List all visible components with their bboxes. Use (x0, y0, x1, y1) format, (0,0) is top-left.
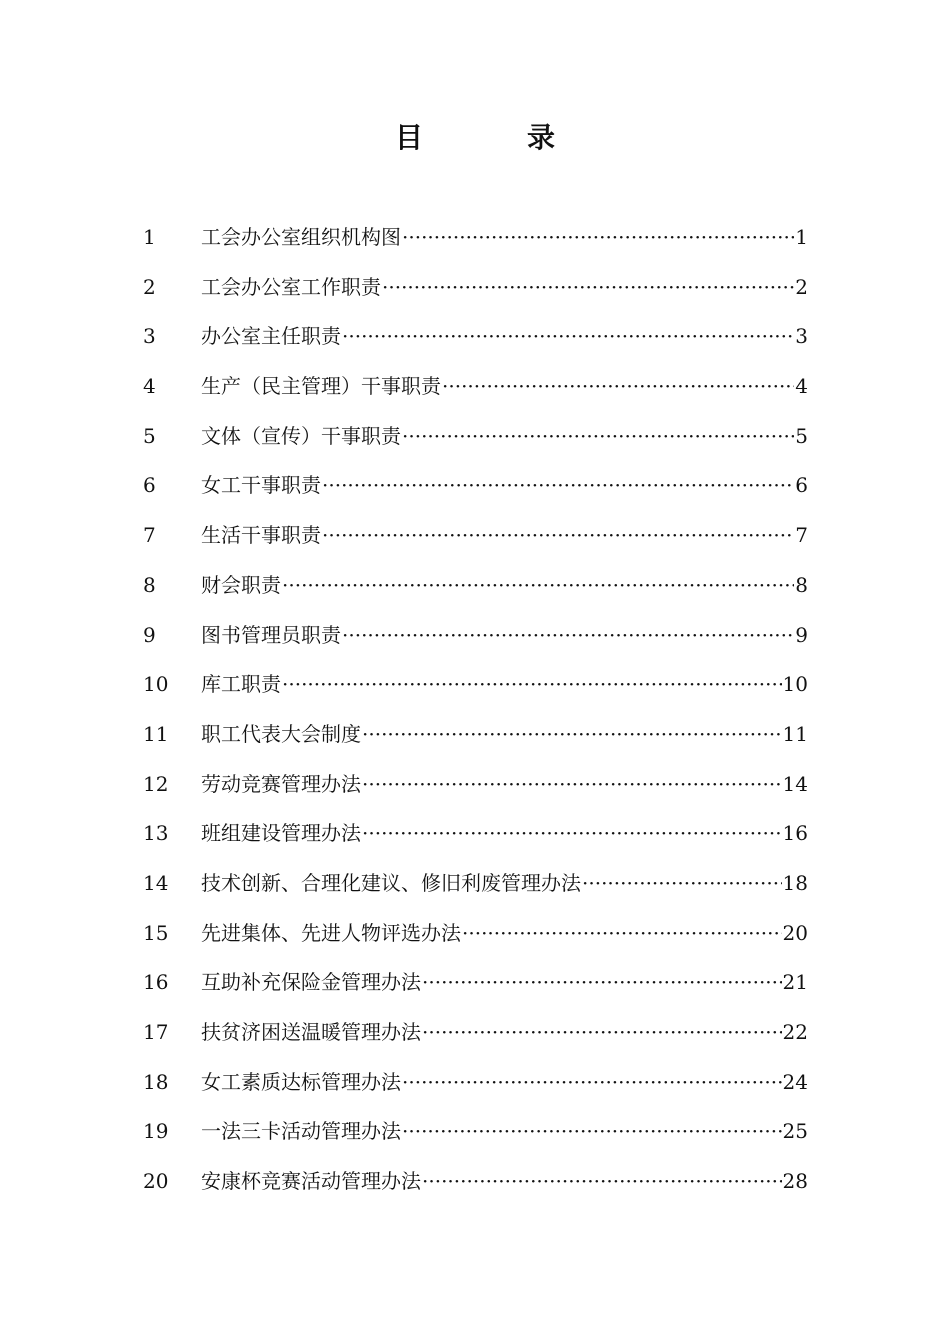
page-title: 目 录 (394, 121, 593, 154)
toc-entry[interactable] (143, 263, 808, 313)
dot-leader (422, 1008, 782, 1058)
toc-entry-page: 21 (782, 970, 808, 995)
toc-entry[interactable] (143, 213, 808, 263)
toc-entry-title: 先进集体、先进人物评选办法 (201, 920, 461, 945)
toc-entry[interactable] (143, 1107, 808, 1157)
toc-entry[interactable] (143, 909, 808, 959)
toc-entry[interactable] (143, 859, 808, 909)
toc-entry-title: 班组建设管理办法 (201, 821, 361, 846)
table-of-contents (143, 213, 808, 1207)
toc-entry-page: 7 (795, 523, 808, 548)
toc-entry[interactable] (143, 511, 808, 561)
toc-entry-number: 13 (143, 821, 169, 846)
toc-entry-page: 24 (782, 1069, 808, 1094)
dot-leader (322, 511, 794, 561)
toc-entry-number: 4 (143, 374, 156, 399)
dot-leader (402, 1107, 782, 1157)
toc-entry-page: 8 (795, 572, 808, 597)
toc-entry-page: 2 (795, 274, 808, 299)
toc-entry[interactable] (143, 461, 808, 511)
dot-leader (322, 461, 794, 511)
toc-entry-page: 4 (795, 374, 808, 399)
toc-entry-title: 生产（民主管理）干事职责 (201, 374, 441, 399)
toc-entry-title: 文体（宣传）干事职责 (201, 423, 401, 448)
toc-entry-page: 6 (795, 473, 808, 498)
toc-entry-page: 16 (782, 821, 808, 846)
toc-entry-title: 安康杯竞赛活动管理办法 (201, 1169, 421, 1194)
toc-entry[interactable] (143, 958, 808, 1008)
dot-leader (342, 312, 794, 362)
toc-entry-number: 5 (143, 423, 156, 448)
toc-entry-number: 6 (143, 473, 156, 498)
toc-entry[interactable] (143, 760, 808, 810)
toc-entry-title: 互助补充保险金管理办法 (201, 970, 421, 995)
toc-entry[interactable] (143, 362, 808, 412)
toc-entry-page: 20 (782, 920, 808, 945)
toc-entry-page: 10 (782, 672, 808, 697)
dot-leader (362, 809, 782, 859)
toc-entry[interactable] (143, 809, 808, 859)
toc-entry-page: 3 (795, 324, 808, 349)
toc-entry-title: 图书管理员职责 (201, 622, 341, 647)
toc-entry-number: 8 (143, 572, 156, 597)
dot-leader (342, 611, 794, 661)
toc-entry-number: 1 (143, 225, 156, 249)
toc-entry[interactable] (143, 660, 808, 710)
toc-entry-number: 10 (143, 672, 169, 697)
toc-entry-page: 18 (782, 870, 808, 895)
dot-leader (402, 412, 794, 462)
toc-entry-number: 12 (143, 771, 169, 796)
toc-entry[interactable] (143, 611, 808, 661)
dot-leader (422, 958, 782, 1008)
toc-entry-title: 劳动竞赛管理办法 (201, 771, 361, 796)
toc-entry-page: 9 (795, 622, 808, 647)
toc-entry[interactable] (143, 710, 808, 760)
dot-leader (442, 362, 794, 412)
dot-leader (362, 760, 782, 810)
toc-entry-page: 1 (795, 225, 808, 249)
dot-leader (282, 561, 794, 611)
toc-entry[interactable] (143, 1008, 808, 1058)
toc-entry-number: 17 (143, 1020, 169, 1044)
toc-entry[interactable] (143, 412, 808, 462)
dot-leader (462, 909, 782, 959)
toc-entry-page: 22 (782, 1020, 808, 1044)
toc-entry-title: 库工职责 (201, 672, 281, 697)
toc-entry-title: 女工素质达标管理办法 (201, 1069, 401, 1094)
toc-entry-title: 扶贫济困送温暖管理办法 (201, 1020, 421, 1044)
toc-entry-title: 女工干事职责 (201, 473, 321, 498)
toc-entry[interactable] (143, 561, 808, 611)
toc-entry-title: 财会职责 (201, 572, 281, 597)
toc-entry-title: 工会办公室组织机构图 (201, 225, 401, 249)
toc-entry-number: 19 (143, 1119, 169, 1144)
toc-entry-number: 14 (143, 870, 169, 895)
toc-entry-page: 28 (782, 1169, 808, 1194)
toc-entry-number: 9 (143, 622, 156, 647)
toc-entry-number: 20 (143, 1169, 169, 1194)
dot-leader (362, 710, 782, 760)
dot-leader (402, 213, 794, 263)
toc-entry-number: 7 (143, 523, 156, 548)
toc-entry-number: 16 (143, 970, 169, 995)
dot-leader (582, 859, 782, 909)
toc-entry-number: 11 (143, 721, 169, 746)
toc-entry-page: 25 (782, 1119, 808, 1144)
dot-leader (382, 263, 794, 313)
toc-entry-number: 3 (143, 324, 156, 349)
toc-entry[interactable] (143, 1157, 808, 1207)
toc-entry-title: 办公室主任职责 (201, 324, 341, 349)
toc-entry-title: 职工代表大会制度 (201, 721, 361, 746)
toc-entry-title: 一法三卡活动管理办法 (201, 1119, 401, 1144)
toc-entry-title: 生活干事职责 (201, 523, 321, 548)
toc-entry-number: 18 (143, 1069, 169, 1094)
toc-entry-number: 15 (143, 920, 169, 945)
dot-leader (402, 1058, 782, 1108)
toc-entry-page: 5 (795, 423, 808, 448)
toc-entry-title: 工会办公室工作职责 (201, 274, 381, 299)
toc-entry-title: 技术创新、合理化建议、修旧利废管理办法 (201, 870, 581, 895)
toc-entry[interactable] (143, 312, 808, 362)
dot-leader (282, 660, 782, 710)
toc-entry-page: 14 (782, 771, 808, 796)
toc-entry[interactable] (143, 1058, 808, 1108)
toc-entry-number: 2 (143, 274, 156, 299)
toc-entry-page: 11 (782, 721, 808, 746)
dot-leader (422, 1157, 782, 1207)
